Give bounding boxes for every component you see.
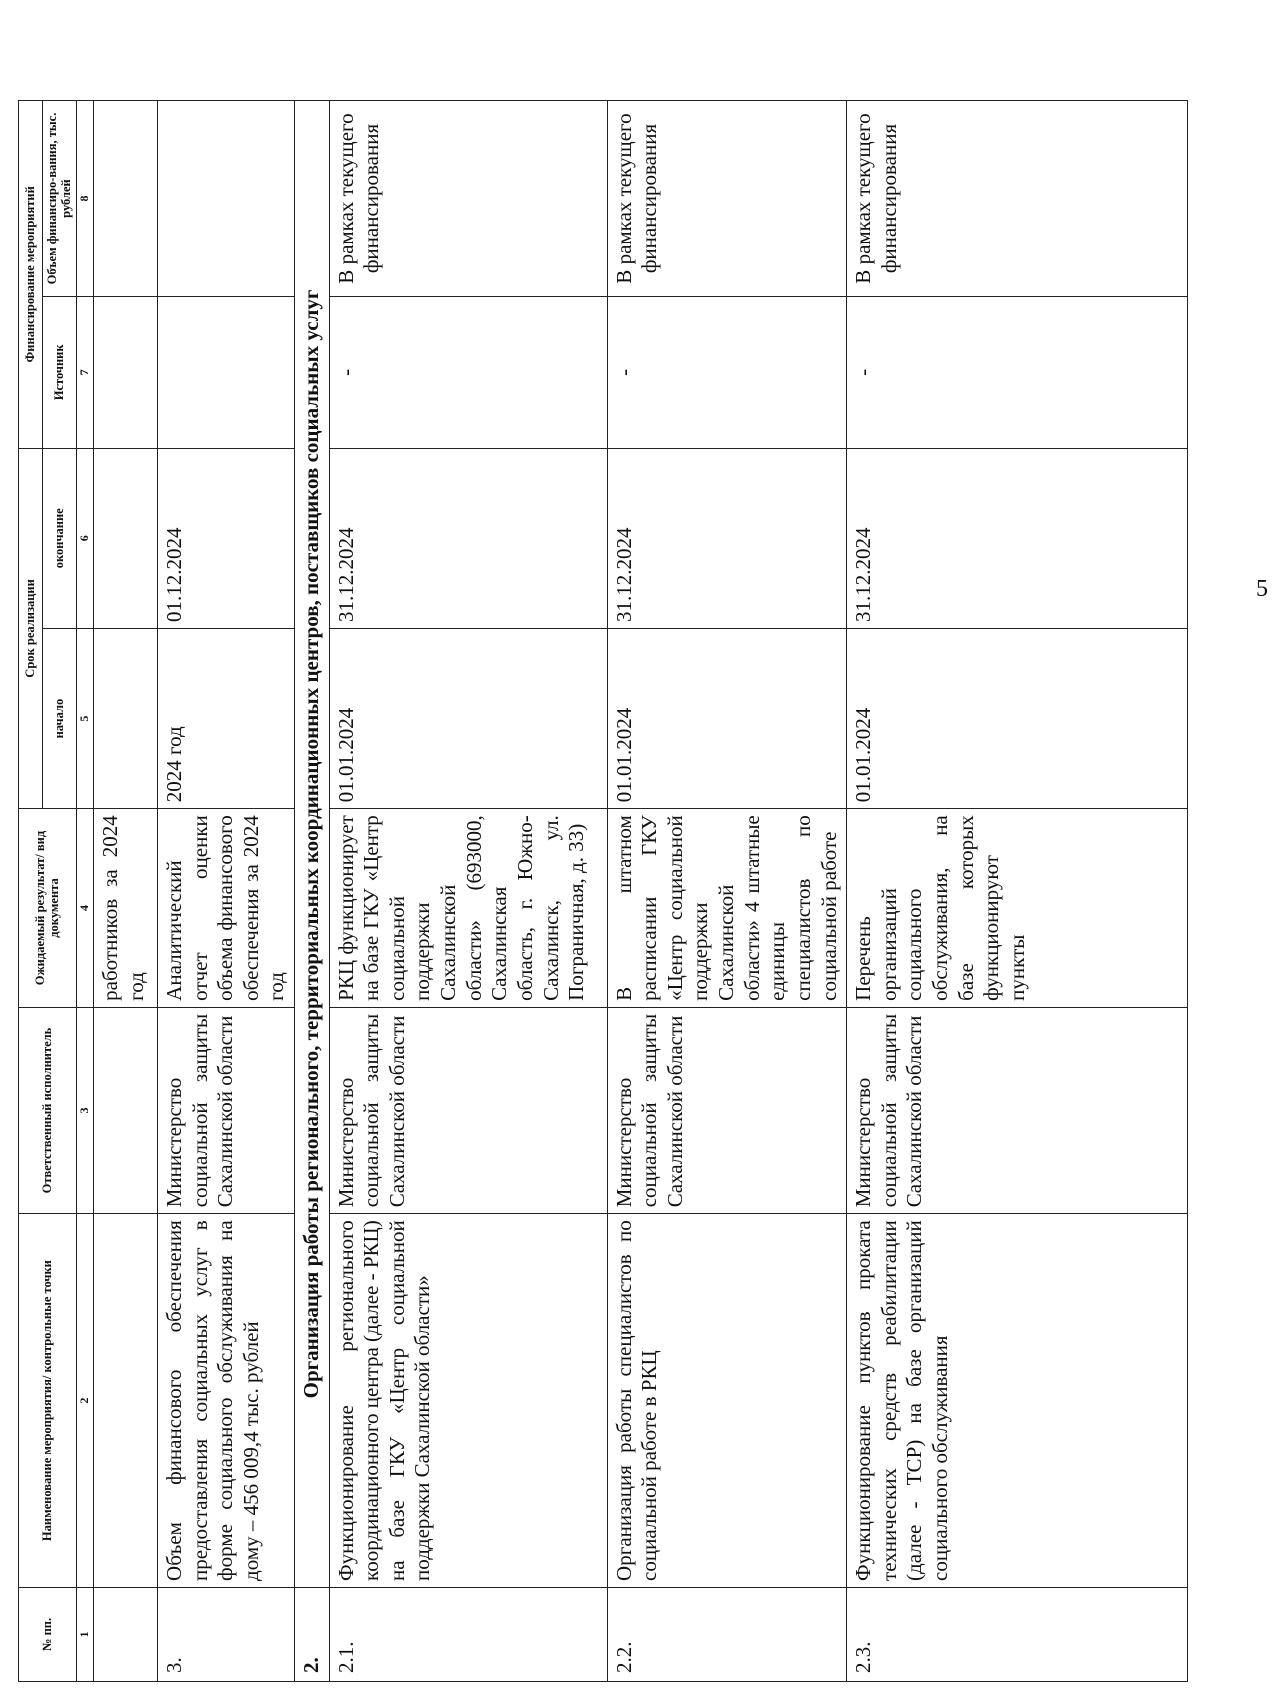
- header-num: № пп.: [19, 1587, 77, 1681]
- row-start: [94, 628, 158, 808]
- header-period: Срок реализации: [19, 448, 43, 809]
- table-row: [847, 101, 1188, 1682]
- table-row: [158, 101, 295, 1682]
- row-amount: В рамках текущего финансирования: [329, 101, 607, 297]
- row-start: 01.01.2024: [329, 628, 607, 808]
- row-start: 01.01.2024: [847, 628, 1188, 808]
- row-num: 3.: [158, 1587, 295, 1681]
- row-end: [94, 448, 158, 628]
- header-source: Источник: [43, 297, 77, 449]
- row-num: [94, 1587, 158, 1681]
- row-amount: [94, 101, 158, 297]
- activity-table: [18, 100, 1188, 1682]
- header-financing: Финансирование мероприятий: [19, 101, 43, 449]
- row-source: -: [607, 297, 846, 449]
- header-start: начало: [43, 628, 77, 808]
- row-num: 2.1.: [329, 1587, 607, 1681]
- index-cell: 1: [77, 1587, 94, 1681]
- header-amount: Объем финансиро-вания, тыс. рублей: [43, 101, 77, 297]
- row-end: 31.12.2024: [847, 448, 1188, 628]
- row-result: работников за 2024 год: [94, 809, 158, 1008]
- row-result: В штатном расписании ГКУ «Центр социальной поддержки Сахалинской области» 4 штатные единицы специалистов по социальной работе: [607, 809, 846, 1008]
- row-start: 01.01.2024: [607, 628, 846, 808]
- row-executor: Министерство социальной защиты Сахалинской области: [847, 1007, 1188, 1213]
- header-end: окончание: [43, 448, 77, 628]
- row-amount: В рамках текущего финансирования: [607, 101, 846, 297]
- row-name: Функционирование пунктов проката технических средств реабилитации (далее - ТСР) на базе организаций социального обслуживания: [847, 1214, 1188, 1588]
- table-row: [329, 101, 607, 1682]
- row-source: [158, 297, 295, 449]
- row-executor: Министерство социальной защиты Сахалинской области: [158, 1007, 295, 1213]
- page-number: 5: [1256, 576, 1268, 602]
- index-cell: 4: [77, 809, 94, 1008]
- row-amount: [158, 101, 295, 297]
- table-row: [94, 101, 158, 1682]
- index-cell: 8: [77, 101, 94, 297]
- section-row: [295, 101, 330, 1682]
- section-num: 2.: [295, 1587, 330, 1681]
- header-executor: Ответственный исполнитель: [19, 1007, 77, 1213]
- row-name: [94, 1214, 158, 1588]
- row-num: 2.3.: [847, 1587, 1188, 1681]
- row-executor: Министерство социальной защиты Сахалинской области: [329, 1007, 607, 1213]
- row-end: 01.12.2024: [158, 448, 295, 628]
- row-source: -: [329, 297, 607, 449]
- row-executor: Министерство социальной защиты Сахалинской области: [607, 1007, 846, 1213]
- index-cell: 3: [77, 1007, 94, 1213]
- row-end: 31.12.2024: [329, 448, 607, 628]
- section-title: Организация работы регионального, территориальных координационных центров, поставщиков социальных услуг: [295, 101, 330, 1588]
- row-executor: [94, 1007, 158, 1213]
- index-cell: 7: [77, 297, 94, 449]
- row-source: [94, 297, 158, 449]
- rotated-table-container: [18, 100, 1188, 1682]
- row-result: Перечень организаций социального обслуживания, на базе которых функционируют пункты: [847, 809, 1188, 1008]
- row-end: 31.12.2024: [607, 448, 846, 628]
- table-row: [607, 101, 846, 1682]
- row-result: РКЦ функционирует на базе ГКУ «Центр социальной поддержки Сахалинской области» (693000, Сахалинская область, г. Южно-Сахалинск, ул. Пограничная, д. 33): [329, 809, 607, 1008]
- row-name: Объем финансового обеспечения предоставления социальных услуг в форме социального обслуживания на дому – 456 009,4 тыс. рублей: [158, 1214, 295, 1588]
- row-num: 2.2.: [607, 1587, 846, 1681]
- row-name: Организация работы специалистов по социальной работе в РКЦ: [607, 1214, 846, 1588]
- row-amount: В рамках текущего финансирования: [847, 101, 1188, 297]
- row-source: -: [847, 297, 1188, 449]
- index-cell: 6: [77, 448, 94, 628]
- header-result: Ожидаемый результат/ вид документа: [19, 809, 77, 1008]
- row-result: Аналитический отчет оценки объема финансового обеспечения за 2024 год: [158, 809, 295, 1008]
- index-cell: 2: [77, 1214, 94, 1588]
- header-name: Наименование мероприятия/ контрольные точки: [19, 1214, 77, 1588]
- row-name: Функционирование регионального координационного центра (далее - РКЦ) на базе ГКУ «Центр социальной поддержки Сахалинской области»: [329, 1214, 607, 1588]
- index-cell: 5: [77, 628, 94, 808]
- row-start: 2024 год: [158, 628, 295, 808]
